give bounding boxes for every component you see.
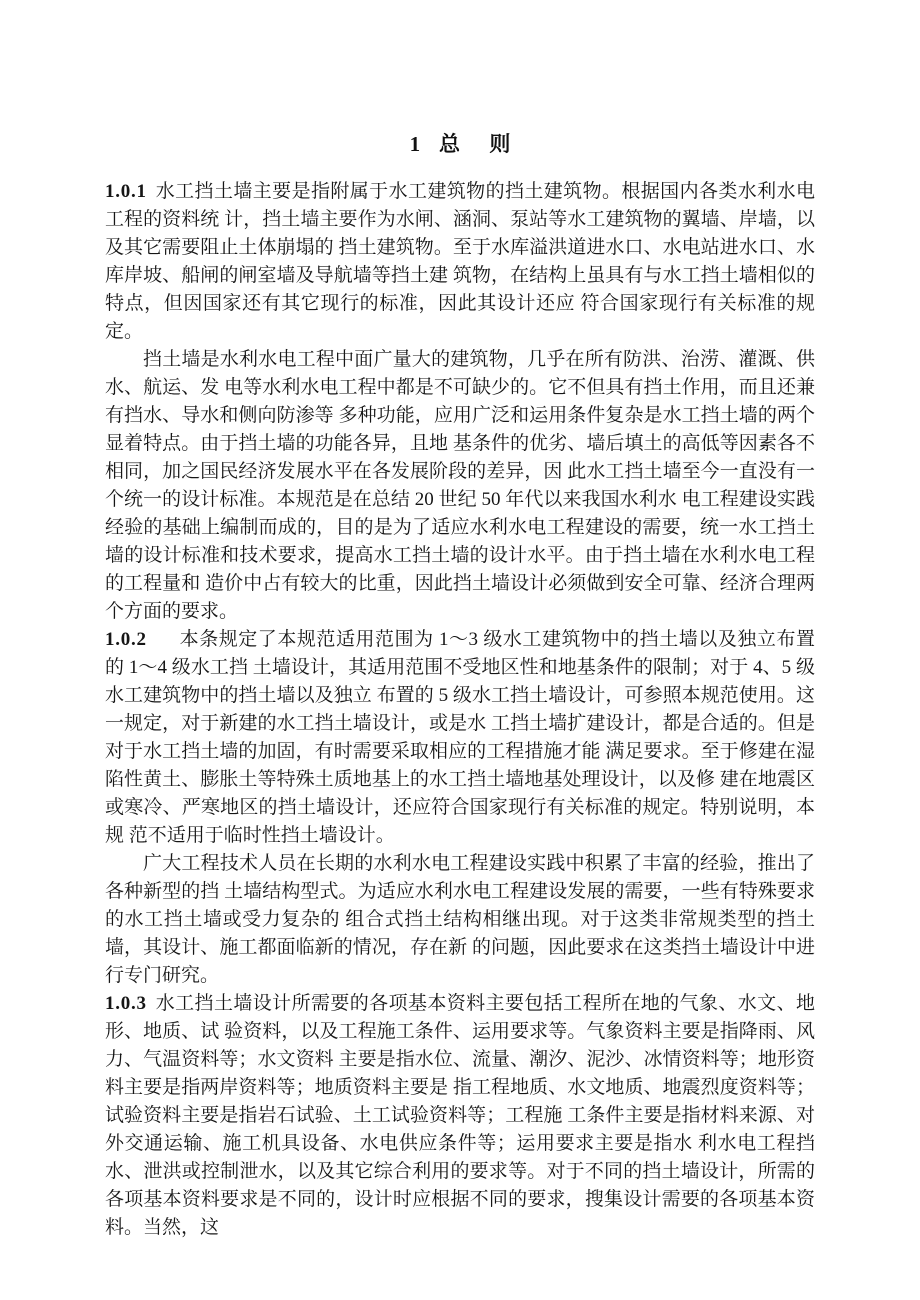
clause-text-1-0-1: 水工挡土墙主要是指附属于水工建筑物的挡土建筑物。根据国内各类水利水电工程的资料统 计，挡土墙主要作为水闸、涵洞、泵站等水工建筑物的翼墙、岸墙，以及其它需要阻止土体崩塌的 挡土建筑物。至于水库溢洪道进水口、水电站进水口、水库岸坡、船闸的闸室墙及导航墙等挡土建 筑物，在结构上虽具有与水工挡土墙相似的特点，但因国家还有其它现行的标准，因此其设计还应 符合国家现行有关标准的规定。 xyxy=(105,181,815,342)
title-section-number: 1 xyxy=(409,132,421,156)
title-word-1: 总 xyxy=(439,132,460,156)
paragraph-commentary-1 xyxy=(105,346,815,626)
clause-number-1-0-1: 1.0.1 xyxy=(105,181,147,202)
paragraph-clause-1-0-3 xyxy=(105,990,815,1242)
clause-number-1-0-3: 1.0.3 xyxy=(105,993,147,1014)
commentary-text-2: 广大工程技术人员在长期的水利水电工程建设实践中积累了丰富的经验，推出了各种新型的挡 土墙结构型式。为适应水利水电工程建设发展的需要，一些有特殊要求的水工挡土墙或受力复杂的 组合式挡土结构相继出现。对于这类非常规类型的挡土墙，其设计、施工都面临新的情况，存在新 的问题，因此要求在这类挡土墙设计中进行专门研究。 xyxy=(105,853,815,986)
clause-text-1-0-2: 本条规定了本规范适用范围为 1～3 级水工建筑物中的挡土墙以及独立布置的 1～4 级水工挡 土墙设计，其适用范围不受地区性和地基条件的限制；对于 4、5 级水工建筑物中的挡土墙以及独立 布置的 5 级水工挡土墙设计，可参照本规范使用。这一规定，对于新建的水工挡土墙设计，或是水 工挡土墙扩建设计，都是合适的。但是对于水工挡土墙的加固，有时需要采取相应的工程措施才能 满足要求。至于修建在湿陷性黄土、膨胀土等特殊土质地基上的水工挡土墙地基处理设计，以及修 建在地震区或寒冷、严寒地区的挡土墙设计，还应符合国家现行有关标准的规定。特别说明，本规 范不适用于临时性挡土墙设计。 xyxy=(105,629,815,846)
document-body xyxy=(105,178,815,1242)
clause-number-1-0-2: 1.0.2 xyxy=(105,629,147,650)
page-title xyxy=(105,131,815,157)
paragraph-commentary-2 xyxy=(105,850,815,990)
paragraph-clause-1-0-2 xyxy=(105,626,815,850)
title-word-2: 则 xyxy=(489,132,511,156)
commentary-text-1: 挡土墙是水利水电工程中面广量大的建筑物，几乎在所有防洪、治涝、灌溉、供水、航运、发 电等水利水电工程中都是不可缺少的。它不但具有挡土作用，而且还兼有挡水、导水和侧向防渗等 多种功能，应用广泛和运用条件复杂是水工挡土墙的两个显着特点。由于挡土墙的功能各异，且地 基条件的优劣、墙后填土的高低等因素各不相同，加之国民经济发展水平在各发展阶段的差异，因 此水工挡土墙至今一直没有一个统一的设计标准。本规范是在总结 20 世纪 50 年代以来我国水利水 电工程建设实践经验的基础上编制而成的，目的是为了适应水利水电工程建设的需要，统一水工挡土墙的设计标准和技术要求，提高水工挡土墙的设计水平。由于挡土墙在水利水电工程的工程量和 造价中占有较大的比重，因此挡土墙设计必须做到安全可靠、经济合理两个方面的要求。 xyxy=(105,349,815,622)
clause-text-1-0-3: 水工挡土墙设计所需要的各项基本资料主要包括工程所在地的气象、水文、地形、地质、试 验资料，以及工程施工条件、运用要求等。气象资料主要是指降雨、风力、气温资料等；水文资料 主要是指水位、流量、潮汐、泥沙、冰情资料等；地形资料主要是指两岸资料等；地质资料主要是 指工程地质、水文地质、地震烈度资料等；试验资料主要是指岩石试验、土工试验资料等；工程施 工条件主要是指材料来源、对外交通运输、施工机具设备、水电供应条件等；运用要求主要是指水 利水电工程挡水、泄洪或控制泄水，以及其它综合利用的要求等。对于不同的挡土墙设计，所需的各项基本资料要求是不同的，设计时应根据不同的要求，搜集设计需要的各项基本资料。当然，这 xyxy=(105,993,815,1238)
paragraph-clause-1-0-1 xyxy=(105,178,815,346)
